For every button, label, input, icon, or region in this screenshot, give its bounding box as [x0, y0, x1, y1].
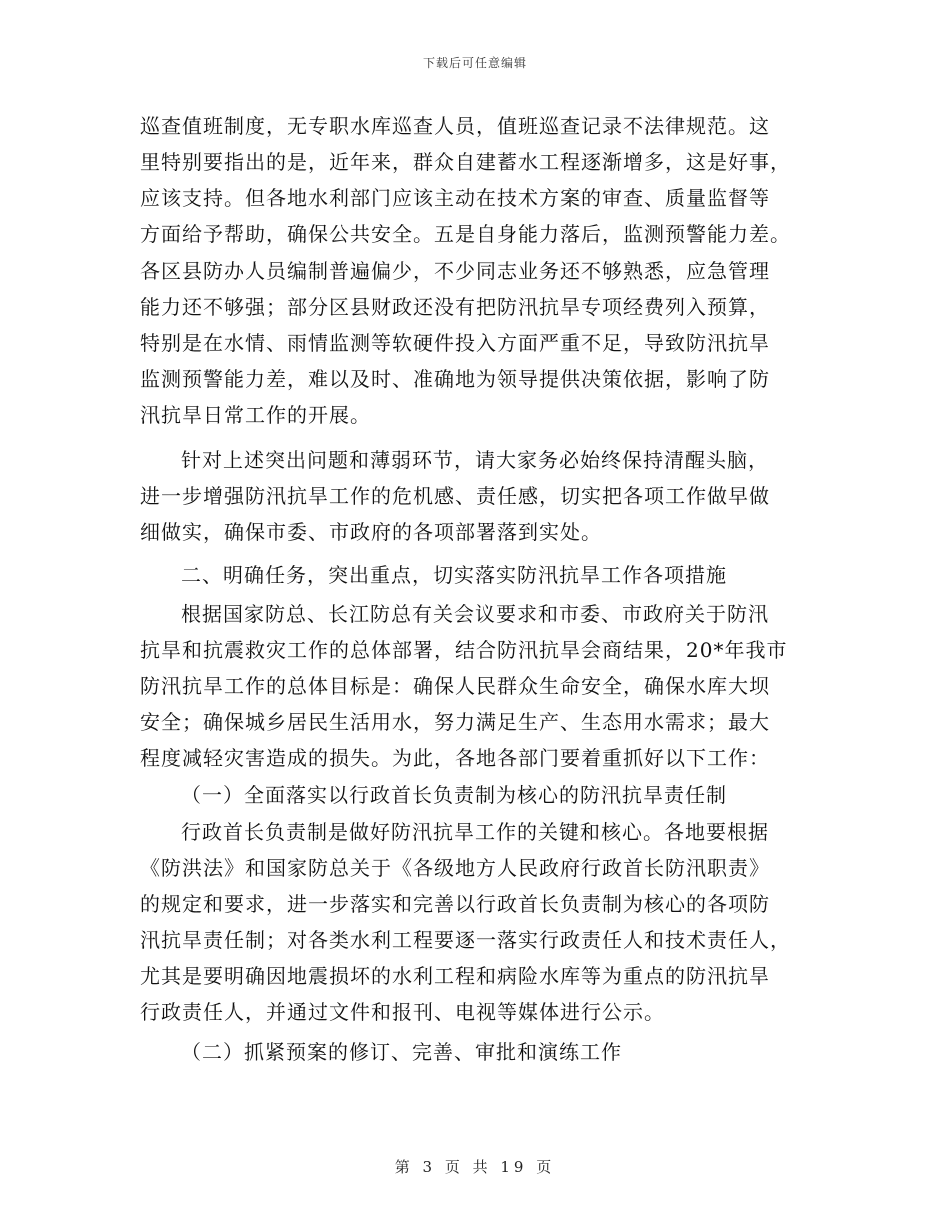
- text-line: 汛抗旱责任制；对各类水利工程要逐一落实行政责任人和技术责任人，: [140, 928, 791, 952]
- text-line: 《防洪法》和国家防总关于《各级地方人民政府行政首长防汛职责》: [140, 856, 770, 880]
- text-line: 方面给予帮助，确保公共安全。五是自身能力落后，监测预警能力差。: [140, 222, 791, 246]
- page-number: 第 3 页 共 19 页: [394, 1158, 556, 1176]
- text-line: 尤其是要明确因地震损坏的水利工程和病险水库等为重点的防汛抗旱: [140, 964, 770, 988]
- text-line: 行政首长负责制是做好防汛抗旱工作的关键和核心。各地要根据: [181, 820, 769, 844]
- text-line: 的规定和要求，进一步落实和完善以行政首长负责制为核心的各项防: [140, 892, 770, 916]
- text-line: 根据国家防总、长江防总有关会议要求和市委、市政府关于防汛: [181, 602, 769, 626]
- text-line: 行政责任人，并通过文件和报刊、电视等媒体进行公示。: [140, 1000, 665, 1024]
- text-line: 抗旱和抗震救灾工作的总体部署，结合防汛抗旱会商结果，20*年我市: [140, 638, 788, 662]
- text-line: 程度减轻灾害造成的损失。为此，各地各部门要着重抓好以下工作：: [140, 746, 770, 770]
- text-line: 里特别要指出的是，近年来，群众自建蓄水工程逐渐增多，这是好事，: [140, 150, 791, 174]
- text-line: 监测预警能力差，难以及时、准确地为领导提供决策依据，影响了防: [140, 367, 770, 391]
- text-line: 各区县防办人员编制普遍偏少，不少同志业务还不够熟悉，应急管理: [140, 259, 770, 283]
- subsection-heading: （一）全面落实以行政首长负责制为核心的防汛抗旱责任制: [181, 783, 727, 807]
- text-line: 应该支持。但各地水利部门应该主动在技术方案的审查、质量监督等: [140, 186, 770, 210]
- section-heading: 二、明确任务，突出重点，切实落实防汛抗旱工作各项措施: [181, 563, 727, 587]
- text-line: 针对上述突出问题和薄弱环节，请大家务必始终保持清醒头脑，: [181, 448, 769, 472]
- text-line: 汛抗旱日常工作的开展。: [140, 403, 371, 427]
- subsection-heading: （二）抓紧预案的修订、完善、审批和演练工作: [181, 1040, 622, 1064]
- text-line: 细做实，确保市委、市政府的各项部署落到实处。: [140, 520, 602, 544]
- text-line: 能力还不够强；部分区县财政还没有把防汛抗旱专项经费列入预算，: [140, 295, 770, 319]
- text-line: 防汛抗旱工作的总体目标是：确保人民群众生命安全，确保水库大坝: [140, 674, 770, 698]
- text-line: 进一步增强防汛抗旱工作的危机感、责任感，切实把各项工作做早做: [140, 484, 770, 508]
- text-line: 特别是在水情、雨情监测等软硬件投入方面严重不足，导致防汛抗旱: [140, 331, 770, 355]
- page-header: 下载后可任意编辑: [422, 56, 527, 70]
- text-line: 安全；确保城乡居民生活用水，努力满足生产、生态用水需求；最大: [140, 710, 770, 734]
- text-line: 巡查值班制度，无专职水库巡查人员，值班巡查记录不法律规范。这: [140, 114, 770, 138]
